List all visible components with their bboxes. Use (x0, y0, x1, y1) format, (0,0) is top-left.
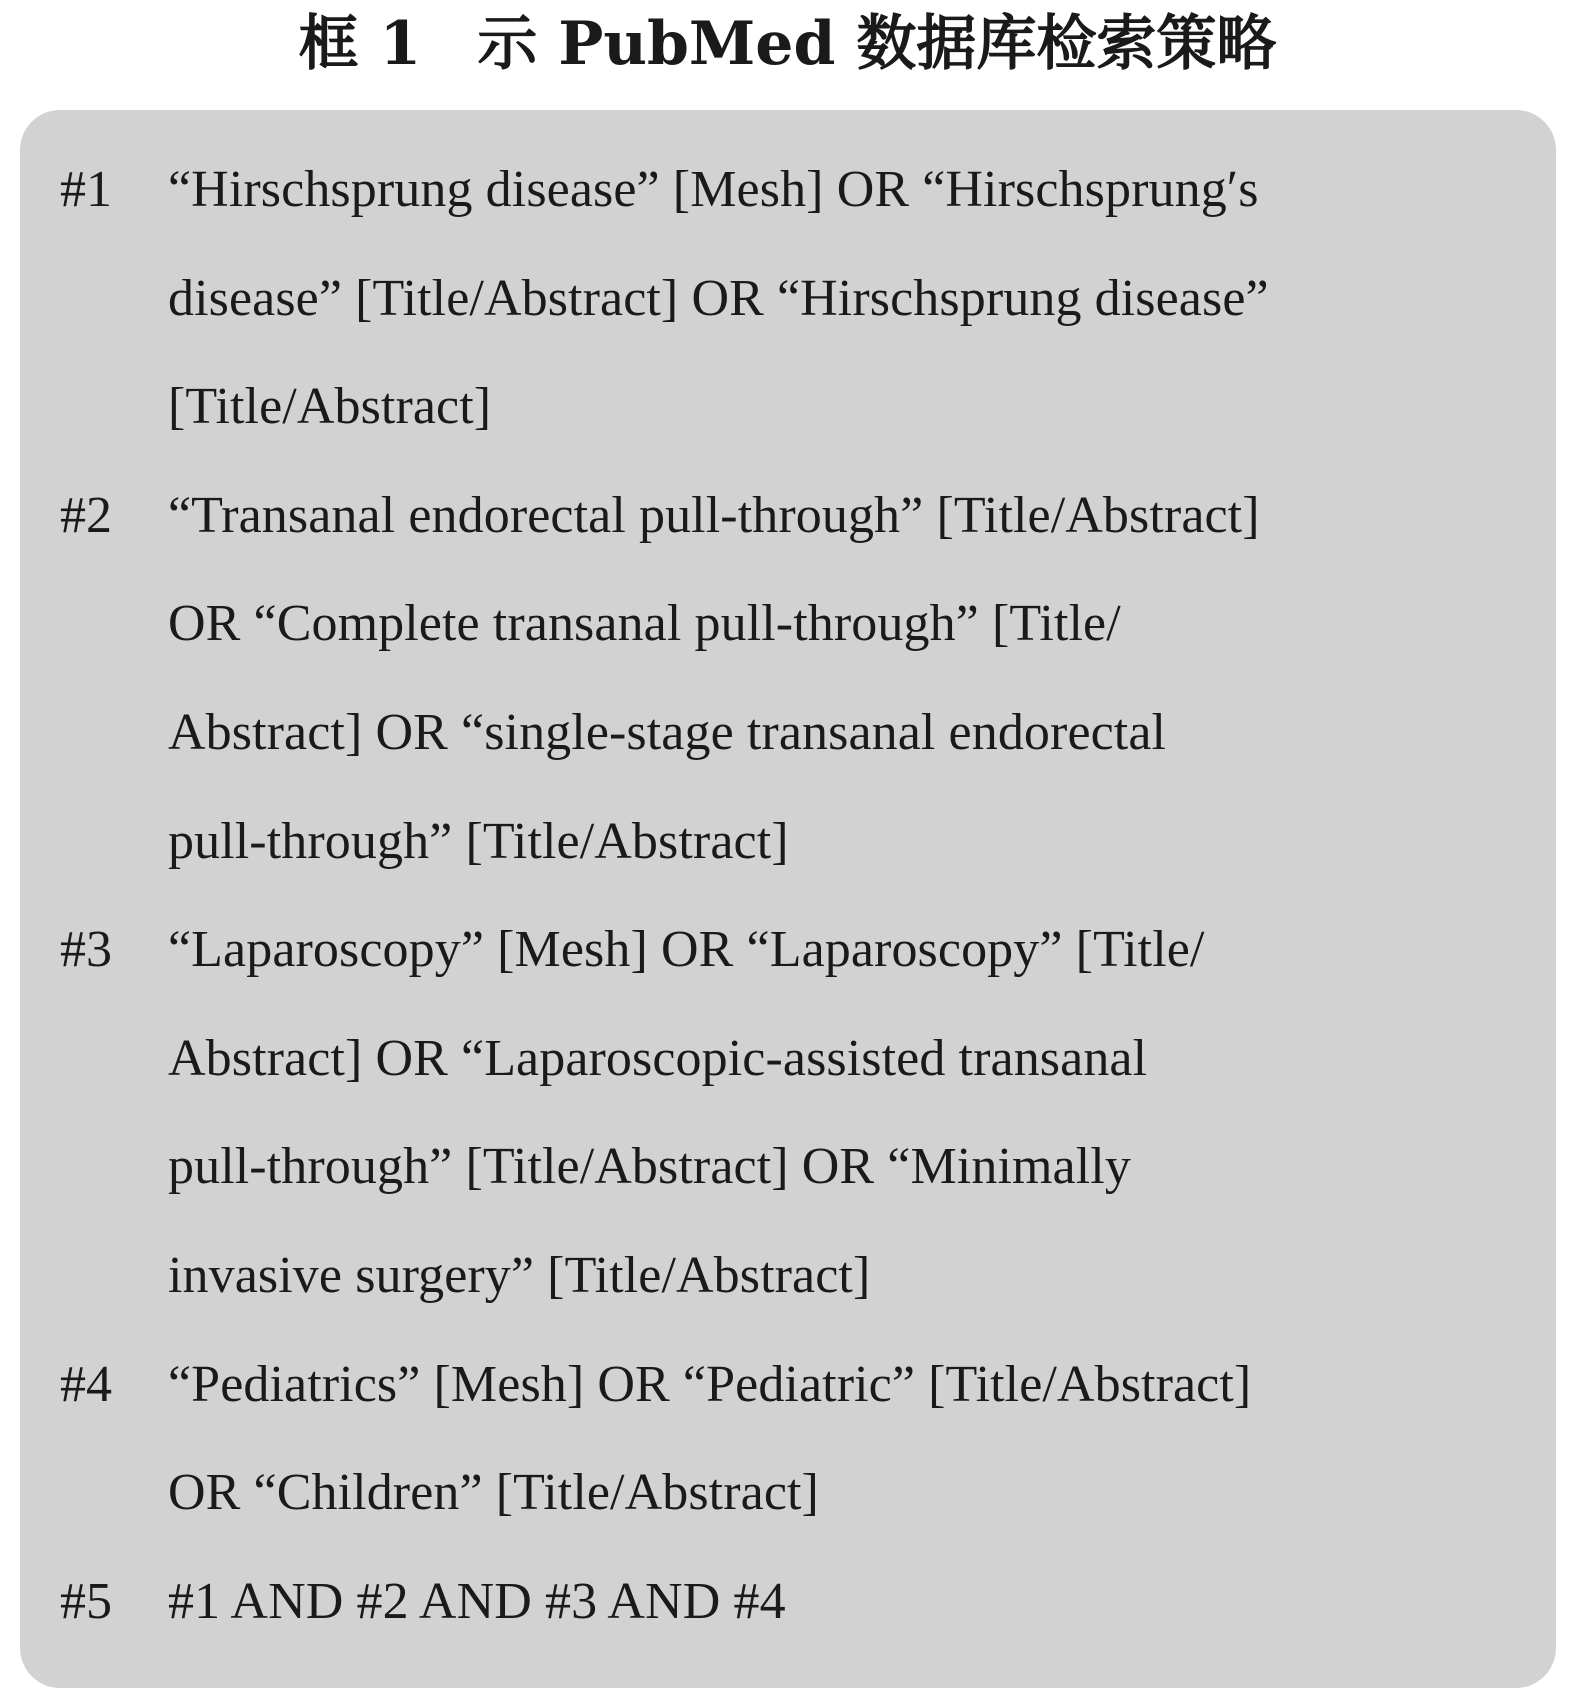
query-line: pull-through” [Title/Abstract] OR “Minimally (168, 1138, 1131, 1196)
entry-query (168, 1548, 1500, 1657)
query-line: “Transanal endorectal pull-through” [Title/Abstract] (168, 486, 1260, 544)
search-entry-2 (60, 462, 1500, 896)
box-title (0, 2, 1575, 86)
entry-number: #2 (60, 486, 112, 544)
search-strategy-list (60, 136, 1500, 1656)
entry-query (168, 462, 1500, 896)
entry-number: #5 (60, 1572, 112, 1630)
query-line: disease” [Title/Abstract] OR “Hirschsprung disease” (168, 269, 1269, 327)
entry-number: #1 (60, 161, 112, 218)
query-line: [Title/Abstract] (168, 378, 492, 436)
entry-query (168, 136, 1500, 462)
entry-number: #3 (60, 921, 112, 979)
box-label: 框 1 (298, 9, 422, 79)
query-line: “Hirschsprung disease” [Mesh] OR “Hirschsprung′s (168, 161, 1259, 218)
search-entry-1 (60, 136, 1500, 462)
search-entry-4 (60, 1331, 1500, 1548)
query-line: invasive surgery” [Title/Abstract] (168, 1246, 871, 1304)
box-caption: 示 PubMed 数据库检索策略 (477, 9, 1277, 79)
query-line: Abstract] OR “single-stage transanal endorectal (168, 703, 1167, 761)
query-line: Abstract] OR “Laparoscopic-assisted transanal (168, 1029, 1148, 1087)
query-line: OR “Complete transanal pull-through” [Title/ (168, 595, 1121, 653)
query-line: “Pediatrics” [Mesh] OR “Pediatric” [Title/Abstract] (168, 1355, 1252, 1413)
query-line: OR “Children” [Title/Abstract] (168, 1464, 819, 1522)
entry-number: #4 (60, 1355, 112, 1413)
search-entry-5 (60, 1548, 1500, 1657)
entry-query (168, 1331, 1500, 1548)
entry-query (168, 896, 1500, 1330)
query-line: pull-through” [Title/Abstract] (168, 812, 789, 870)
query-line: #1 AND #2 AND #3 AND #4 (168, 1572, 786, 1630)
search-entry-3 (60, 896, 1500, 1330)
query-line: “Laparoscopy” [Mesh] OR “Laparoscopy” [Title/ (168, 921, 1205, 979)
